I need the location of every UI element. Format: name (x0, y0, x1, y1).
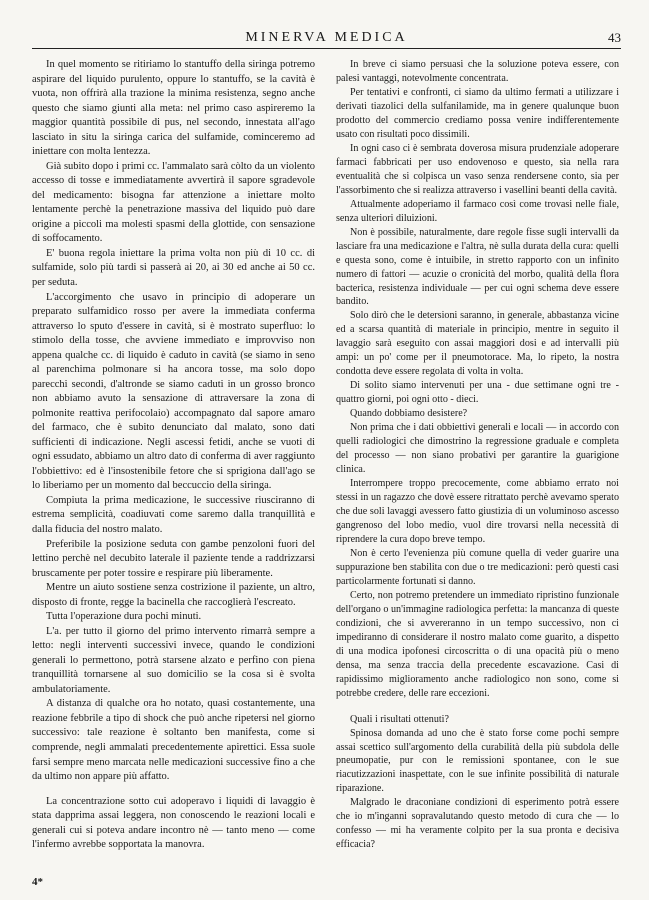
left-column (32, 58, 315, 853)
paragraph: L'a. per tutto il giorno del primo intervento rimarrà sempre a letto: negli interventi successivi invece, quando le condizioni generali lo permettono, potrà starsene alzato e perfino con piena tranquillità tornarsene al suo domicilio se la cosa si è svolta ambulatoriamente. (32, 625, 315, 695)
paragraph: In breve ci siamo persuasi che la soluzione poteva essere, con palesi vantaggi, notevolmente concentrata. (336, 59, 619, 84)
paragraph: Non è certo l'evenienza più comune quella di veder guarire una suppurazione ben stabilita con due o tre medicazioni: però questi casi particolarmente fortunati si danno. (336, 547, 619, 587)
paragraph: Solo dirò che le detersioni saranno, in generale, abbastanza vicine ed a scarsa quantità di materiale in principio, mentre in seguito il lavaggio sarà eseguito con assai maggiori dosi e ad intervalli più ampi: un po' come per il pneumotorace. Ma, lo ripeto, la nostra condotta deve essere regolata di volta in volta. (336, 310, 619, 378)
paragraph: Malgrado le draconiane condizioni di esperimento potrà essere che io m'inganni sopravalutando questo metodo di cura che — lo confesso — mi ha veramente colpito per la sua pronta e decisiva efficacia? (336, 797, 619, 851)
paragraph: Già subito dopo i primi cc. l'ammalato sarà còlto da un violento accesso di tosse e immediatamente avvertirà il sapore sgradevole del medicamento: bisogna far attenzione a iniettare molto lentamente perchè la penetrazione massiva del liquido può dare origine a piccoli ma molesti spasmi della glottide, con sensazione di soffocamento. (32, 160, 315, 245)
paragraph: Compiuta la prima medicazione, le successive riusciranno di estrema semplicità, coadiuvati come saremo dalla tranquillità e dalla fiducia del nostro malato. (32, 494, 315, 535)
paragraph: Non prima che i dati obbiettivi generali e locali — in accordo con quelli radiologici che dimostrino la regressione graduale e completa del processo — non siano probativi per garantire la guarigione clinica. (336, 422, 619, 476)
paragraph: Tutta l'operazione dura pochi minuti. (46, 611, 202, 623)
paragraph: Certo, non potremo pretendere un immediato ripristino funzionale dell'organo o un'immagine radiologica perfetta: la mancanza di queste condizioni, che si avvereranno in un tempo successivo, non ci impediranno di considerare il nostro malato come guarito, a dispetto di una modica ipofonesi circoscritta o di una opacità più o meno densa, ma senza traccia della precedente escavazione. Casi di rapidissimo miglioramento anche radiologico non sono, come si potrebbe credere, delle rare eccezioni. (336, 589, 619, 699)
paragraph: Per tentativi e confronti, ci siamo da ultimo fermati a utilizzare i derivati tiazolici della sulfanilamide, ma in genere qualunque buon prodotto del commercio crediamo possa venire indifferentemente usato con risultati poco dissimili. (336, 86, 619, 140)
paragraph: Preferibile la posizione seduta con gambe penzoloni fuori del lettino perchè nel decubito laterale il paziente tende a raddrizzarsi bruscamente per poter tossire e respirare più liberamente. (32, 538, 315, 579)
paragraph: La concentrazione sotto cui adoperavo i liquidi di lavaggio è stata dapprima assai leggera, non conoscendo le reazioni locali e generali cui si poteva andare incontro nè — tanto meno — come l'infermo avrebbe sopportata la manovra. (32, 795, 315, 851)
paragraph: Interrompere troppo precocemente, come abbiamo errato noi stessi in un ragazzo che dovè essere ritrattato perchè avevamo sperato che due soli lavaggi avessero fatto giustizia di un voluminoso ascesso gangrenoso del lobo medio, vuol dire trovarsi nella necessità di riprendere la cura dopo breve tempo. (336, 478, 619, 545)
paragraph: L'accorgimento che usavo in principio di adoperare un preparato sulfamidico rosso per avere la immediata conferma attraverso lo sputo d'essere in cavità, si è mostrato superfluo: lo stimolo della tosse, che avviene immediato e improvviso non appena qualche cc. di liquido è caduto in cavità (se siamo in seno al parenchima polmonare si ha ancora tosse, ma solo dopo parecchi secondi, d'altronde se siamo caduti in un grosso bronco non abbiamo avuto la sensazione di attraversare la zona di polmonite reattiva perifocolaio) accompagnato dal sapore amaro del farmaco, che è subito denunciato dal malato, sono dati sufficienti di indicazione. Negli ascessi fetidi, anche se vuoti di ogni essudato, abbiamo un altro dato di conferma di aver raggiunto l'obbiettivo: ed è l'insostenibile fetore che si sprigiona dall'ago se lo liberiamo per un momento dal beccuccio della siringa. (32, 291, 315, 492)
paragraph: Di solito siamo intervenuti per una - due settimane ogni tre - quattro giorni, poi ogni otto - dieci. (336, 380, 619, 406)
running-title: MINERVA MEDICA (245, 30, 408, 45)
paragraph: A distanza di qualche ora ho notato, quasi costantemente, una reazione febbrile a tipo di shock che può anche ripetersi nel giorno successivo: tale reazione è soltanto ben manifesta, come si comprende, negli ammalati precedentemente apirettici. Essa suole farsi sempre meno marcata nelle medicazioni successive fino a che da ultimo non appare più affatto. (32, 698, 315, 783)
page-header (32, 30, 621, 50)
paragraph: In quel momento se ritiriamo lo stantuffo della siringa potremo aspirare del liquido purulento, oppure lo stantuffo, se la cavità è vuota, non offrirà alla trazione la minima resistenza, segno anche questo che siamo giunti alla meta: nel primo caso aspireremo la maggior quantità possibile di pus, nel secondo, innestata all'ago lasciato in situ la siringa carica del sulfamide, cominceremo ad iniettare con molta lentezza. (32, 59, 315, 158)
signature-mark: 4* (32, 876, 43, 888)
paragraph: Spinosa domanda ad uno che è stato forse come pochi sempre assai scettico sull'argomento della curabilità della più subdola delle pneumopatie, pur con le remissioni spontanee, con le sue riacutizzazioni inaspettate, con le sue infinite possibilità di naturale riparazione. (336, 727, 619, 795)
paragraph: In ogni caso ci è sembrata doverosa misura prudenziale adoperare farmaci fabbricati per uso endovenoso e questo, sia nella rara eventualità che si colpisca un vaso senza rendersene conto, sia per l'assorbimento che si realizza attraverso i vasellini beanti della cavità. (336, 142, 619, 196)
paragraph: E' buona regola iniettare la prima volta non più di 10 cc. di sulfamide, solo più tardi si passerà ai 20, ai 30 ed anche ai 50 cc. per seduta. (32, 247, 315, 288)
right-column (336, 58, 619, 852)
paragraph: Attualmente adoperiamo il farmaco così come trovasi nelle fiale, senza ulteriori diluizioni. (336, 198, 619, 224)
section-question: Quali i risultati ottenuti? (350, 713, 449, 725)
paragraph: Non è possibile, naturalmente, dare regole fisse sugli intervalli da lasciare fra una medicazione e l'altra, nè sulla durata della cura: quelli e questa sono, come è intuibile, in stretto rapporto con un infinito numero di fattori — acuzie o cronicità del morbo, qualità della flora bacterica, resistenza individuale — per cui ogni schema deve essere bandito. (336, 226, 619, 308)
header-rule (32, 48, 621, 49)
section-question: Quando dobbiamo desistere? (350, 408, 468, 420)
page-number: 43 (608, 30, 621, 45)
paragraph: Mentre un aiuto sostiene senza costrizione il paziente, un altro, disposto di fronte, regge la bacinella che raccoglierà l'escreato. (32, 582, 315, 608)
